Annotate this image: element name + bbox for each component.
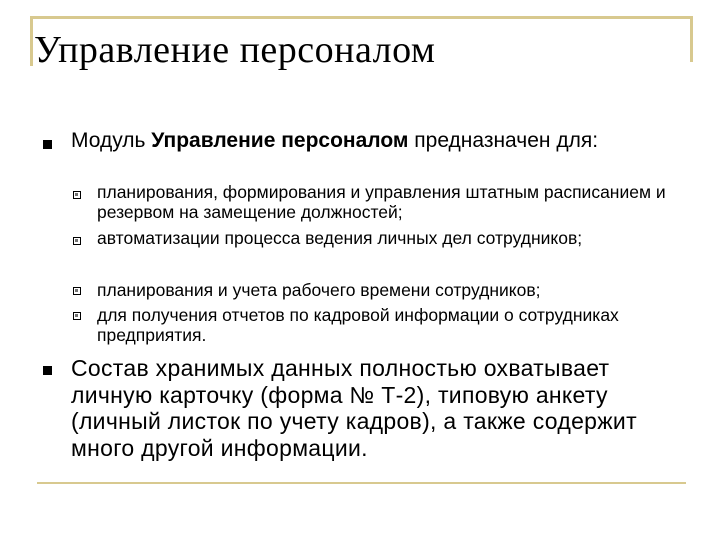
title-frame-right-line [690,16,693,62]
title-frame-left-line [30,16,33,66]
hollow-square-bullet-icon [73,312,81,320]
square-bullet-icon [43,140,52,149]
hollow-square-bullet-icon [73,237,81,245]
bullet-module-prefix: Модуль [71,129,152,152]
sub-item-personal-files: автоматизации процесса ведения личных дел сотрудников; [97,228,583,248]
hollow-square-bullet-icon [73,191,81,199]
hollow-square-bullet-icon [73,287,81,295]
bullet-module-suffix: предназначен для: [408,129,599,152]
bullet-stored-data: Состав хранимых данных полностью охватывает личную карточку (форма № Т-2), типовую анкету (личный листок по учету кадров), а также содержит много другой информации. [71,355,637,461]
sub-item-reports: для получения отчетов по кадровой информации о сотрудниках предприятия. [97,305,619,345]
slide-title: Управление персоналом [34,29,436,71]
title-frame-top-line [30,16,690,19]
bullet-module-bold: Управление персоналом [151,129,409,152]
sub-item-work-time: планирования и учета рабочего времени сотрудников; [97,280,541,300]
bullet-module-purpose [71,128,686,153]
bottom-divider-line [37,482,686,484]
sub-item-staffing: планирования, формирования и управления штатным расписанием и резервом на замещение должностей; [97,182,666,222]
square-bullet-icon [43,366,52,375]
